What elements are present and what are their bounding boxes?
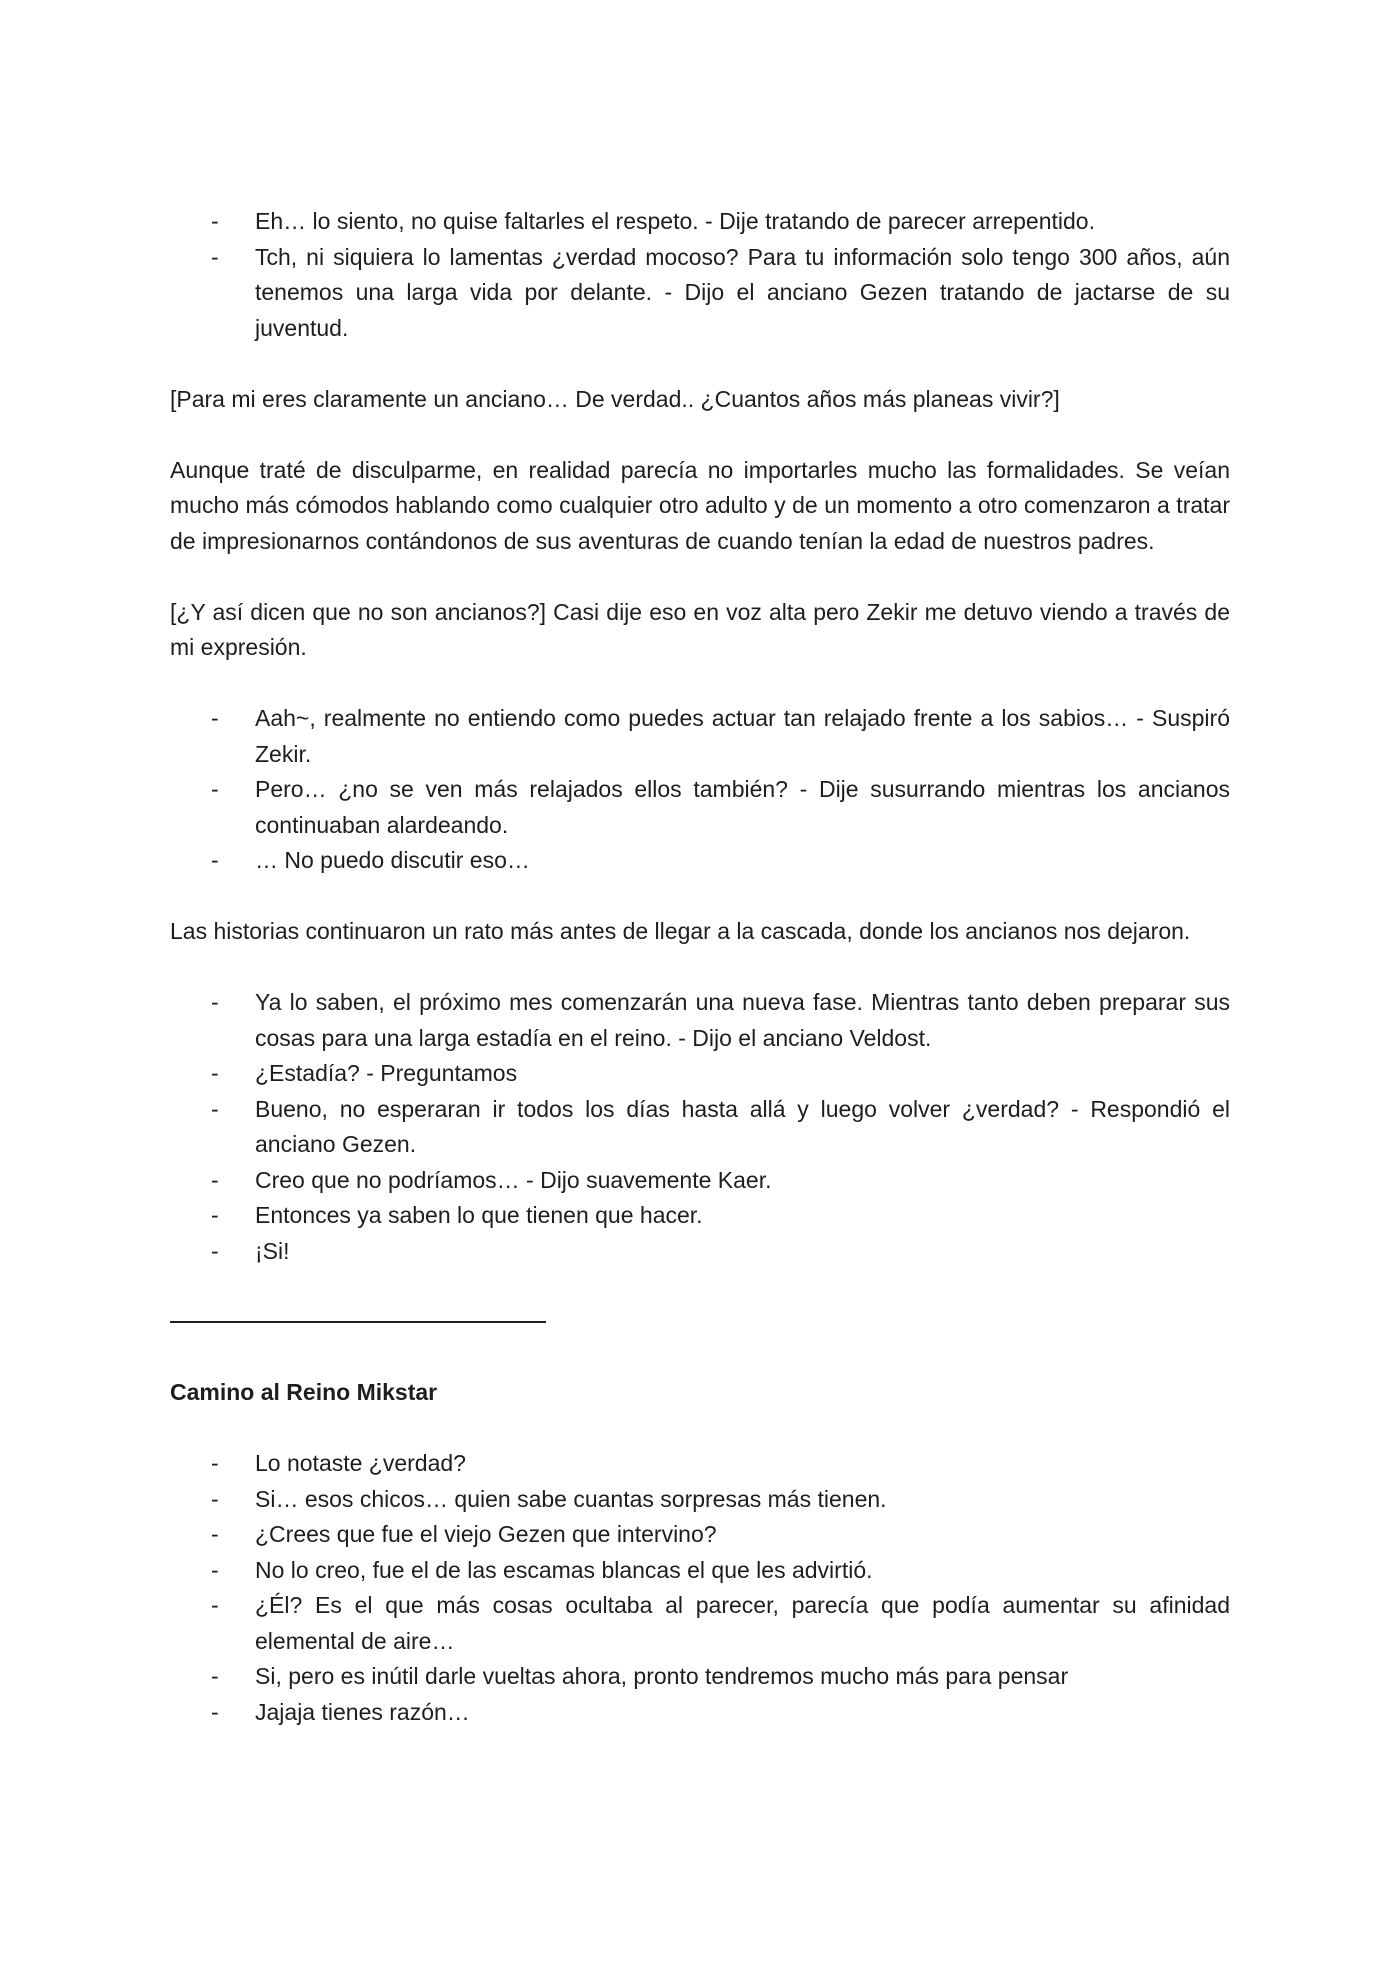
- dialogue-text: ¿Él? Es el que más cosas ocultaba al parecer, parecía que podía aumentar su afinidad elemental de aire…: [255, 1592, 1230, 1654]
- section-divider: [170, 1321, 546, 1323]
- dash-bullet: -: [211, 705, 219, 731]
- dash-bullet: -: [211, 1698, 219, 1725]
- dialogue-text: ¡Si!: [255, 1237, 290, 1264]
- dialogue-list-3: [170, 985, 1230, 1269]
- document-page: [170, 204, 1230, 1730]
- dialogue-line: [170, 1588, 1230, 1659]
- dialogue-text: Entonces ya saben lo que tienen que hacer.: [255, 1202, 703, 1228]
- dialogue-line: [170, 772, 1230, 843]
- dash-bullet: -: [211, 1237, 219, 1264]
- dialogue-line: [170, 1659, 1230, 1695]
- dialogue-text: Pero… ¿no se ven más relajados ellos también? - Dije susurrando mientras los ancianos continuaban alardeando.: [255, 776, 1230, 838]
- dialogue-text: … No puedo discutir eso…: [255, 847, 530, 873]
- dialogue-text: Eh… lo siento, no quise faltarles el respeto. - Dije tratando de parecer arrepentido.: [255, 208, 1095, 234]
- dialogue-text: Lo notaste ¿verdad?: [255, 1450, 466, 1476]
- dash-bullet: -: [211, 776, 219, 802]
- dialogue-text: Aah~, realmente no entiendo como puedes actuar tan relajado frente a los sabios… - Suspiró Zekir.: [255, 705, 1230, 767]
- dialogue-text: Jajaja tienes razón…: [255, 1698, 470, 1725]
- dialogue-text: Ya lo saben, el próximo mes comenzarán una nueva fase. Mientras tanto deben preparar sus cosas para una larga estadía en el reino. - Dijo el anciano Veldost.: [255, 989, 1230, 1051]
- dash-bullet: -: [211, 1166, 219, 1193]
- dialogue-text: Tch, ni siquiera lo lamentas ¿verdad mocoso? Para tu información solo tengo 300 años, aún tenemos una larga vida por delante. - Dijo el anciano Gezen tratando de jactarse de su juventud.: [255, 243, 1230, 341]
- dialogue-text: Bueno, no esperaran ir todos los días hasta allá y luego volver ¿verdad? - Respondió el anciano Gezen.: [255, 1095, 1230, 1157]
- dash-bullet: -: [211, 208, 219, 234]
- dialogue-line: [170, 1553, 1230, 1589]
- dialogue-text: No lo creo, fue el de las escamas blancas el que les advirtió.: [255, 1556, 873, 1583]
- dialogue-line: [170, 204, 1230, 240]
- paragraph: [¿Y así dicen que no son ancianos?] Casi dije eso en voz alta pero Zekir me detuvo viendo a través de mi expresión.: [170, 598, 1230, 660]
- dialogue-line: [170, 1517, 1230, 1553]
- dialogue-list-2: [170, 701, 1230, 879]
- dash-bullet: -: [211, 989, 219, 1015]
- dialogue-text: ¿Crees que fue el viejo Gezen que intervino?: [255, 1521, 717, 1547]
- dash-bullet: -: [211, 847, 219, 873]
- dash-bullet: -: [211, 1202, 219, 1228]
- section-heading: Camino al Reino Mikstar: [170, 1379, 438, 1405]
- dialogue-text: Si… esos chicos… quien sabe cuantas sorpresas más tienen.: [255, 1485, 887, 1512]
- dialogue-line: [170, 1695, 1230, 1731]
- dialogue-line: [170, 701, 1230, 772]
- dialogue-line: [170, 985, 1230, 1056]
- dialogue-line: [170, 1056, 1230, 1092]
- dialogue-list-4: [170, 1446, 1230, 1730]
- dialogue-line: [170, 1198, 1230, 1234]
- dialogue-text: Si, pero es inútil darle vueltas ahora, pronto tendremos mucho más para pensar: [255, 1663, 1069, 1689]
- dash-bullet: -: [211, 1521, 219, 1547]
- dialogue-line: [170, 1446, 1230, 1482]
- dialogue-line: [170, 1482, 1230, 1518]
- dialogue-text: ¿Estadía? - Preguntamos: [255, 1060, 518, 1086]
- dialogue-line: [170, 1092, 1230, 1163]
- dash-bullet: -: [211, 1450, 219, 1476]
- dash-bullet: -: [211, 243, 219, 270]
- dialogue-line: [170, 1163, 1230, 1199]
- dialogue-line: [170, 843, 1230, 879]
- paragraph: Aunque traté de disculparme, en realidad parecía no importarles mucho las formalidades. Se veían mucho más cómodos hablando como cualquier otro adulto y de un momento a otro comenzaron a tratar de impresionarnos contándonos de sus aventuras de cuando tenían la edad de nuestros padres.: [170, 456, 1230, 554]
- paragraph: Las historias continuaron un rato más antes de llegar a la cascada, donde los ancianos nos dejaron.: [170, 918, 1191, 944]
- dialogue-line: [170, 240, 1230, 347]
- dash-bullet: -: [211, 1592, 219, 1618]
- dash-bullet: -: [211, 1060, 219, 1086]
- dash-bullet: -: [211, 1663, 219, 1689]
- dash-bullet: -: [211, 1485, 219, 1512]
- dialogue-list-1: [170, 204, 1230, 346]
- dash-bullet: -: [211, 1556, 219, 1583]
- dash-bullet: -: [211, 1095, 219, 1122]
- paragraph: [Para mi eres claramente un anciano… De verdad.. ¿Cuantos años más planeas vivir?]: [170, 385, 1060, 412]
- dialogue-line: [170, 1234, 1230, 1270]
- dialogue-text: Creo que no podríamos… - Dijo suavemente Kaer.: [255, 1166, 772, 1193]
